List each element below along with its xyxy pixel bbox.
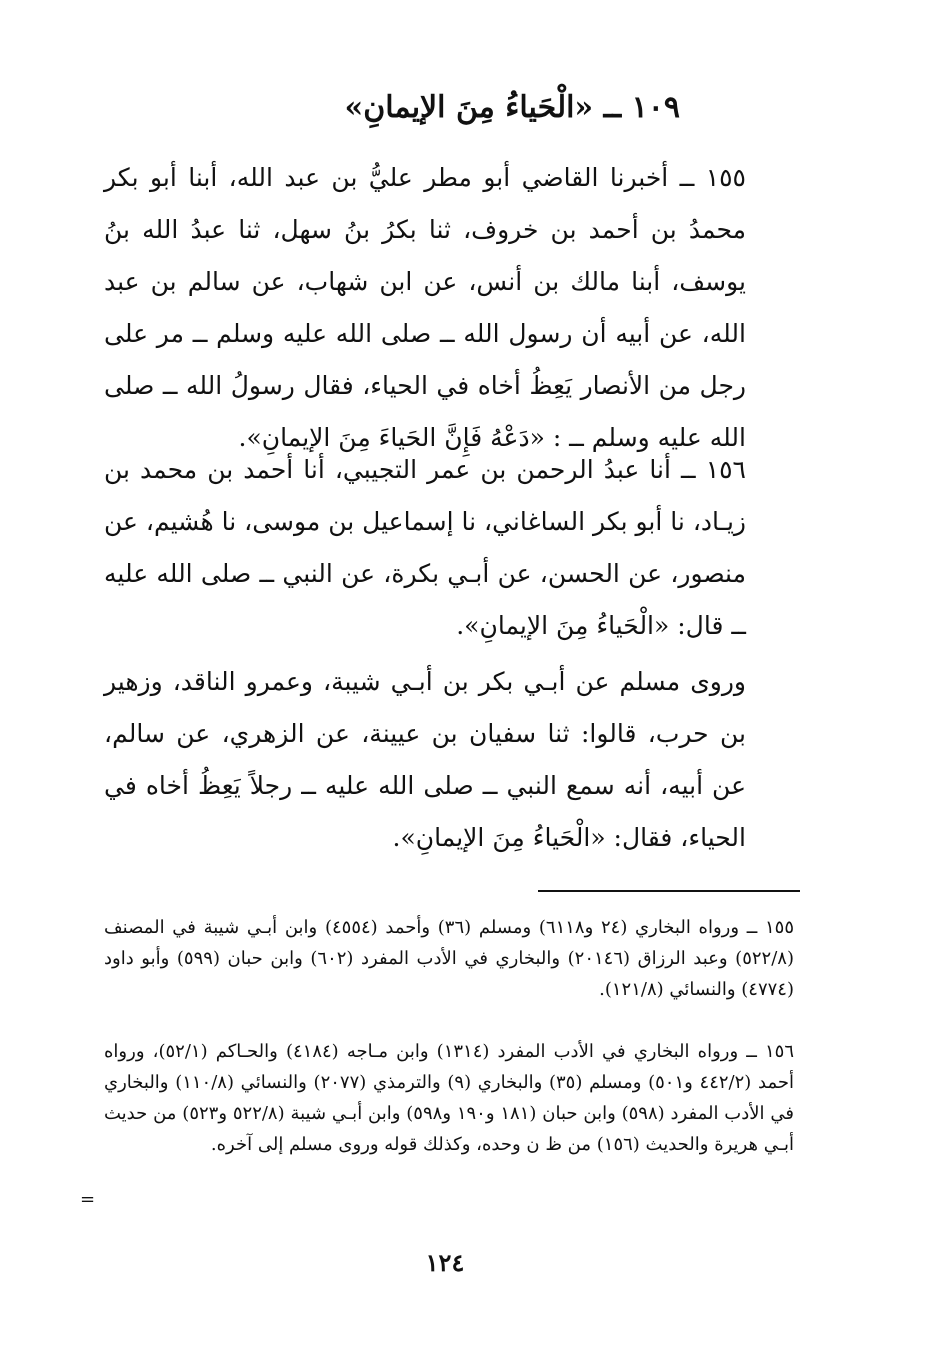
continuation-mark: =: [80, 1189, 96, 1210]
page-number: ١٢٤: [425, 1248, 465, 1277]
hadith-156-paragraph: ١٥٦ ــ أنا عبدُ الرحمن بن عمر التجيبي، أنا أحمد بن محمد بن زيـاد، نا أبو بكر الساغاني، نا إسماعيل بن موسى، نا هُشيم، عن منصور، عن الحسن، عن أبـي بكرة، عن النبي ــ صلى الله عليه ــ قال: «الْحَياءُ مِنَ الإيمانِ».: [104, 455, 746, 640]
muslim-narration-paragraph: وروى مسلم عن أبـي بكر بن أبـي شيبة، وعمرو الناقد، وزهير بن حرب، قالوا: ثنا سفيان بن عيينة، عن الزهري، عن سالم، عن أبيه، أنه سمع النبي ــ صلى الله عليه ــ رجلاً يَعِظُ أخاه في الحياء، فقال: «الْحَياءُ مِنَ الإيمانِ».: [104, 667, 746, 852]
footnote-155: ١٥٥ ــ ورواه البخاري (٢٤ و٦١١٨) ومسلم (٣٦) وأحمد (٤٥٥٤) وابن أبـي شيبة في المصنف (٥٢٢/٨) وعبد الرزاق (٢٠١٤٦) والبخاري في الأدب المفرد (٦٠٢) وابن حبان (٥٩٩) وأبو داود (٤٧٧٤) والنسائي (١٢١/٨).: [104, 917, 794, 1000]
footnote-156: ١٥٦ ــ ورواه البخاري في الأدب المفرد (١٣١٤) وابن مـاجه (٤١٨٤) والحـاكم (٥٢/١)، ورواه أحمد (٤٤٢/٢ و٥٠١) ومسلم (٣٥) والبخاري (٩) والترمذي (٢٠٧٧) والنسائي (١١٠/٨) والبخاري في الأدب المفرد (٥٩٨) وابن حبان (١٨١ و١٩٠ و٥٩٨) وابن أبـي شيبة (٥٢٢/٨ و٥٢٣) من حديث أبـي هريرة والحديث (١٥٦) من ظ ن وحده، وكذلك قوله وروى مسلم إلى آخره.: [104, 1041, 795, 1155]
hadith-155-paragraph: ١٥٥ ــ أخبرنا القاضي أبو مطر عليُّ بن عبد الله، أبنا أبو بكر محمدُ بن أحمد بن خروف، ثنا بكرُ بنُ سهل، ثنا عبدُ الله بنُ يوسف، أبنا مالك بن أنس، عن ابن شهاب، عن سالم بن عبد الله، عن أبيه أن رسول الله ــ صلى الله عليه وسلم ــ مر على رجل من الأنصار يَعِظُ أخاه في الحياء، فقال رسولُ الله ــ صلى الله عليه وسلم ــ : «دَعْهُ فَإِنَّ الحَياءَ مِنَ الإيمانِ».: [104, 163, 746, 452]
chapter-title: ١٠٩ ــ «الْحَياءُ مِنَ الإيمانِ»: [344, 90, 680, 125]
footnote-divider: [538, 890, 800, 892]
